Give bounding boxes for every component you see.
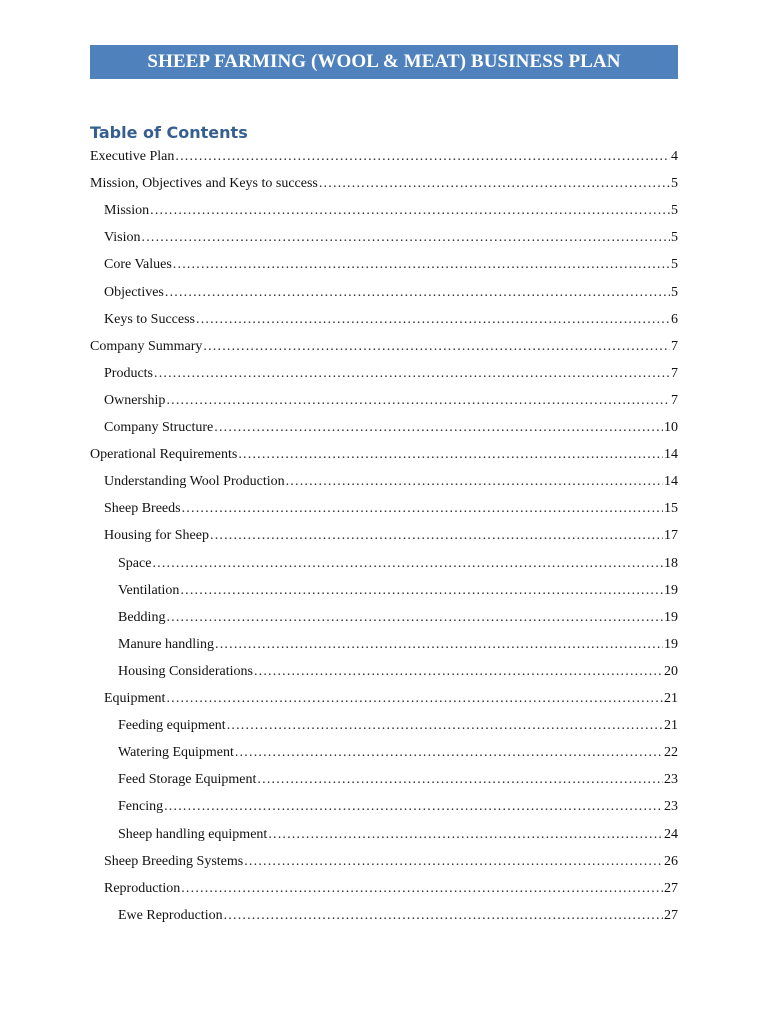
toc-entry-page-number: 27 (664, 880, 678, 896)
toc-entry-label: Vision (104, 230, 141, 246)
document-title: SHEEP FARMING (WOOL & MEAT) BUSINESS PLAN (147, 51, 621, 72)
toc-entry-page-number: 14 (664, 474, 678, 490)
toc-entry-page-number: 7 (671, 338, 678, 354)
toc-entry-page-number: 19 (664, 636, 678, 652)
toc-entry-label: Feeding equipment (118, 718, 226, 734)
toc-entry[interactable] (104, 256, 678, 274)
toc-entry-label: Reproduction (104, 880, 181, 896)
toc-entry-page-number: 21 (664, 691, 678, 706)
toc-entry-label: Products (104, 365, 153, 381)
toc-entry-label: Core Values (104, 257, 172, 273)
toc-entry[interactable] (104, 690, 678, 708)
toc-dot-leader (181, 880, 663, 898)
toc-entry-page-number: 27 (664, 907, 678, 923)
toc-entry-label: Sheep Breeds (104, 501, 181, 517)
toc-dot-leader (152, 555, 663, 573)
toc-entry-label: Ventilation (118, 582, 180, 598)
toc-entry[interactable] (104, 202, 678, 220)
toc-entry-label: Sheep Breeding Systems (104, 853, 244, 869)
toc-dot-leader (173, 256, 670, 274)
toc-dot-leader (210, 527, 663, 545)
toc-entry[interactable] (104, 365, 678, 383)
toc-entry-page-number: 5 (671, 257, 678, 273)
toc-dot-leader (196, 311, 670, 329)
toc-dot-leader (257, 771, 663, 789)
toc-entry[interactable] (118, 609, 678, 627)
toc-dot-leader (166, 392, 670, 410)
toc-dot-leader (227, 717, 663, 735)
toc-entry[interactable] (118, 636, 678, 654)
toc-entry[interactable] (118, 555, 678, 573)
toc-entry-page-number: 5 (671, 203, 678, 219)
toc-entry[interactable] (104, 500, 678, 518)
toc-entry-page-number: 5 (671, 284, 678, 300)
toc-entry-label: Manure handling (118, 636, 215, 652)
toc-entry-page-number: 5 (671, 176, 678, 192)
toc-entry-page-number: 6 (671, 311, 678, 327)
toc-entry-label: Operational Requirements (90, 447, 238, 463)
toc-entry[interactable] (104, 419, 678, 437)
toc-dot-leader (268, 826, 663, 844)
toc-entry-label: Company Summary (90, 338, 203, 354)
toc-entry[interactable] (104, 229, 678, 247)
toc-entry-label: Mission, Objectives and Keys to success (90, 176, 318, 192)
toc-entry[interactable] (90, 148, 678, 166)
toc-dot-leader (150, 202, 670, 220)
toc-dot-leader (254, 663, 663, 681)
toc-entry-page-number: 18 (664, 555, 678, 571)
toc-entry-page-number: 20 (664, 663, 678, 679)
toc-entry-label: Watering Equipment (118, 745, 234, 761)
toc-entry[interactable] (118, 798, 678, 816)
toc-entry-page-number: 10 (664, 420, 678, 435)
toc-entry-page-number: 23 (664, 799, 678, 815)
toc-entry-page-number: 22 (664, 745, 678, 761)
toc-entry[interactable] (104, 880, 678, 898)
toc-entry-label: Executive Plan (90, 149, 175, 164)
toc-entry-label: Space (118, 555, 152, 571)
toc-entry-page-number: 4 (671, 149, 678, 164)
toc-dot-leader (166, 609, 663, 627)
toc-dot-leader (235, 744, 663, 762)
toc-entry-page-number: 26 (664, 853, 678, 869)
toc-entry-label: Understanding Wool Production (104, 474, 285, 490)
toc-dot-leader (142, 229, 671, 247)
toc-entry[interactable] (118, 826, 678, 844)
toc-dot-leader (214, 419, 663, 437)
toc-entry-label: Objectives (104, 284, 164, 300)
toc-dot-leader (244, 853, 663, 871)
toc-entry-page-number: 19 (664, 582, 678, 598)
toc-dot-leader (224, 907, 663, 925)
toc-entry-label: Ownership (104, 392, 166, 408)
toc-entry[interactable] (118, 582, 678, 600)
toc-entry[interactable] (118, 744, 678, 762)
toc-dot-leader (182, 500, 663, 518)
toc-entry-label: Feed Storage Equipment (118, 772, 257, 788)
toc-heading: Table of Contents (90, 123, 248, 142)
toc-entry-label: Sheep handling equipment (118, 826, 268, 842)
toc-entry[interactable] (104, 311, 678, 329)
toc-dot-leader (319, 175, 670, 193)
toc-entry[interactable] (104, 473, 678, 491)
toc-entry-label: Mission (104, 203, 150, 219)
toc-entry-label: Fencing (118, 799, 164, 815)
toc-entry-page-number: 7 (671, 365, 678, 381)
toc-dot-leader (203, 338, 670, 356)
toc-entry[interactable] (104, 527, 678, 545)
toc-entry[interactable] (90, 175, 678, 193)
toc-entry-label: Keys to Success (104, 311, 195, 327)
toc-dot-leader (238, 446, 663, 464)
toc-entry-page-number: 21 (664, 718, 678, 734)
toc-entry-page-number: 15 (664, 501, 678, 517)
toc-dot-leader (180, 582, 663, 600)
toc-entry-page-number: 19 (664, 609, 678, 625)
toc-entry-page-number: 5 (671, 230, 678, 246)
toc-entry[interactable] (118, 663, 678, 681)
toc-entry-label: Housing for Sheep (104, 528, 209, 544)
toc-entry-label: Company Structure (104, 420, 214, 435)
toc-entry-page-number: 14 (664, 447, 678, 463)
toc-entry-page-number: 24 (664, 826, 678, 842)
toc-dot-leader (164, 798, 663, 816)
toc-entry-page-number: 17 (664, 528, 678, 544)
toc-entry-label: Ewe Reproduction (118, 907, 223, 923)
toc-entry[interactable] (104, 284, 678, 302)
toc-entry-page-number: 7 (671, 392, 678, 408)
toc-entry[interactable] (118, 907, 678, 925)
toc-entry-page-number: 23 (664, 772, 678, 788)
toc-dot-leader (286, 473, 663, 491)
toc-entry[interactable] (90, 338, 678, 356)
toc-entry[interactable] (90, 446, 678, 464)
toc-dot-leader (215, 636, 663, 654)
toc-entry-label: Housing Considerations (118, 663, 253, 679)
toc-entry[interactable] (118, 771, 678, 789)
toc-dot-leader (175, 148, 670, 166)
toc-entry[interactable] (118, 717, 678, 735)
toc-dot-leader (154, 365, 670, 383)
toc-dot-leader (166, 690, 663, 708)
toc-dot-leader (165, 284, 670, 302)
toc-entry-label: Equipment (104, 691, 166, 706)
toc-entry-label: Bedding (118, 609, 166, 625)
toc-entry[interactable] (104, 853, 678, 871)
toc-entry[interactable] (104, 392, 678, 410)
